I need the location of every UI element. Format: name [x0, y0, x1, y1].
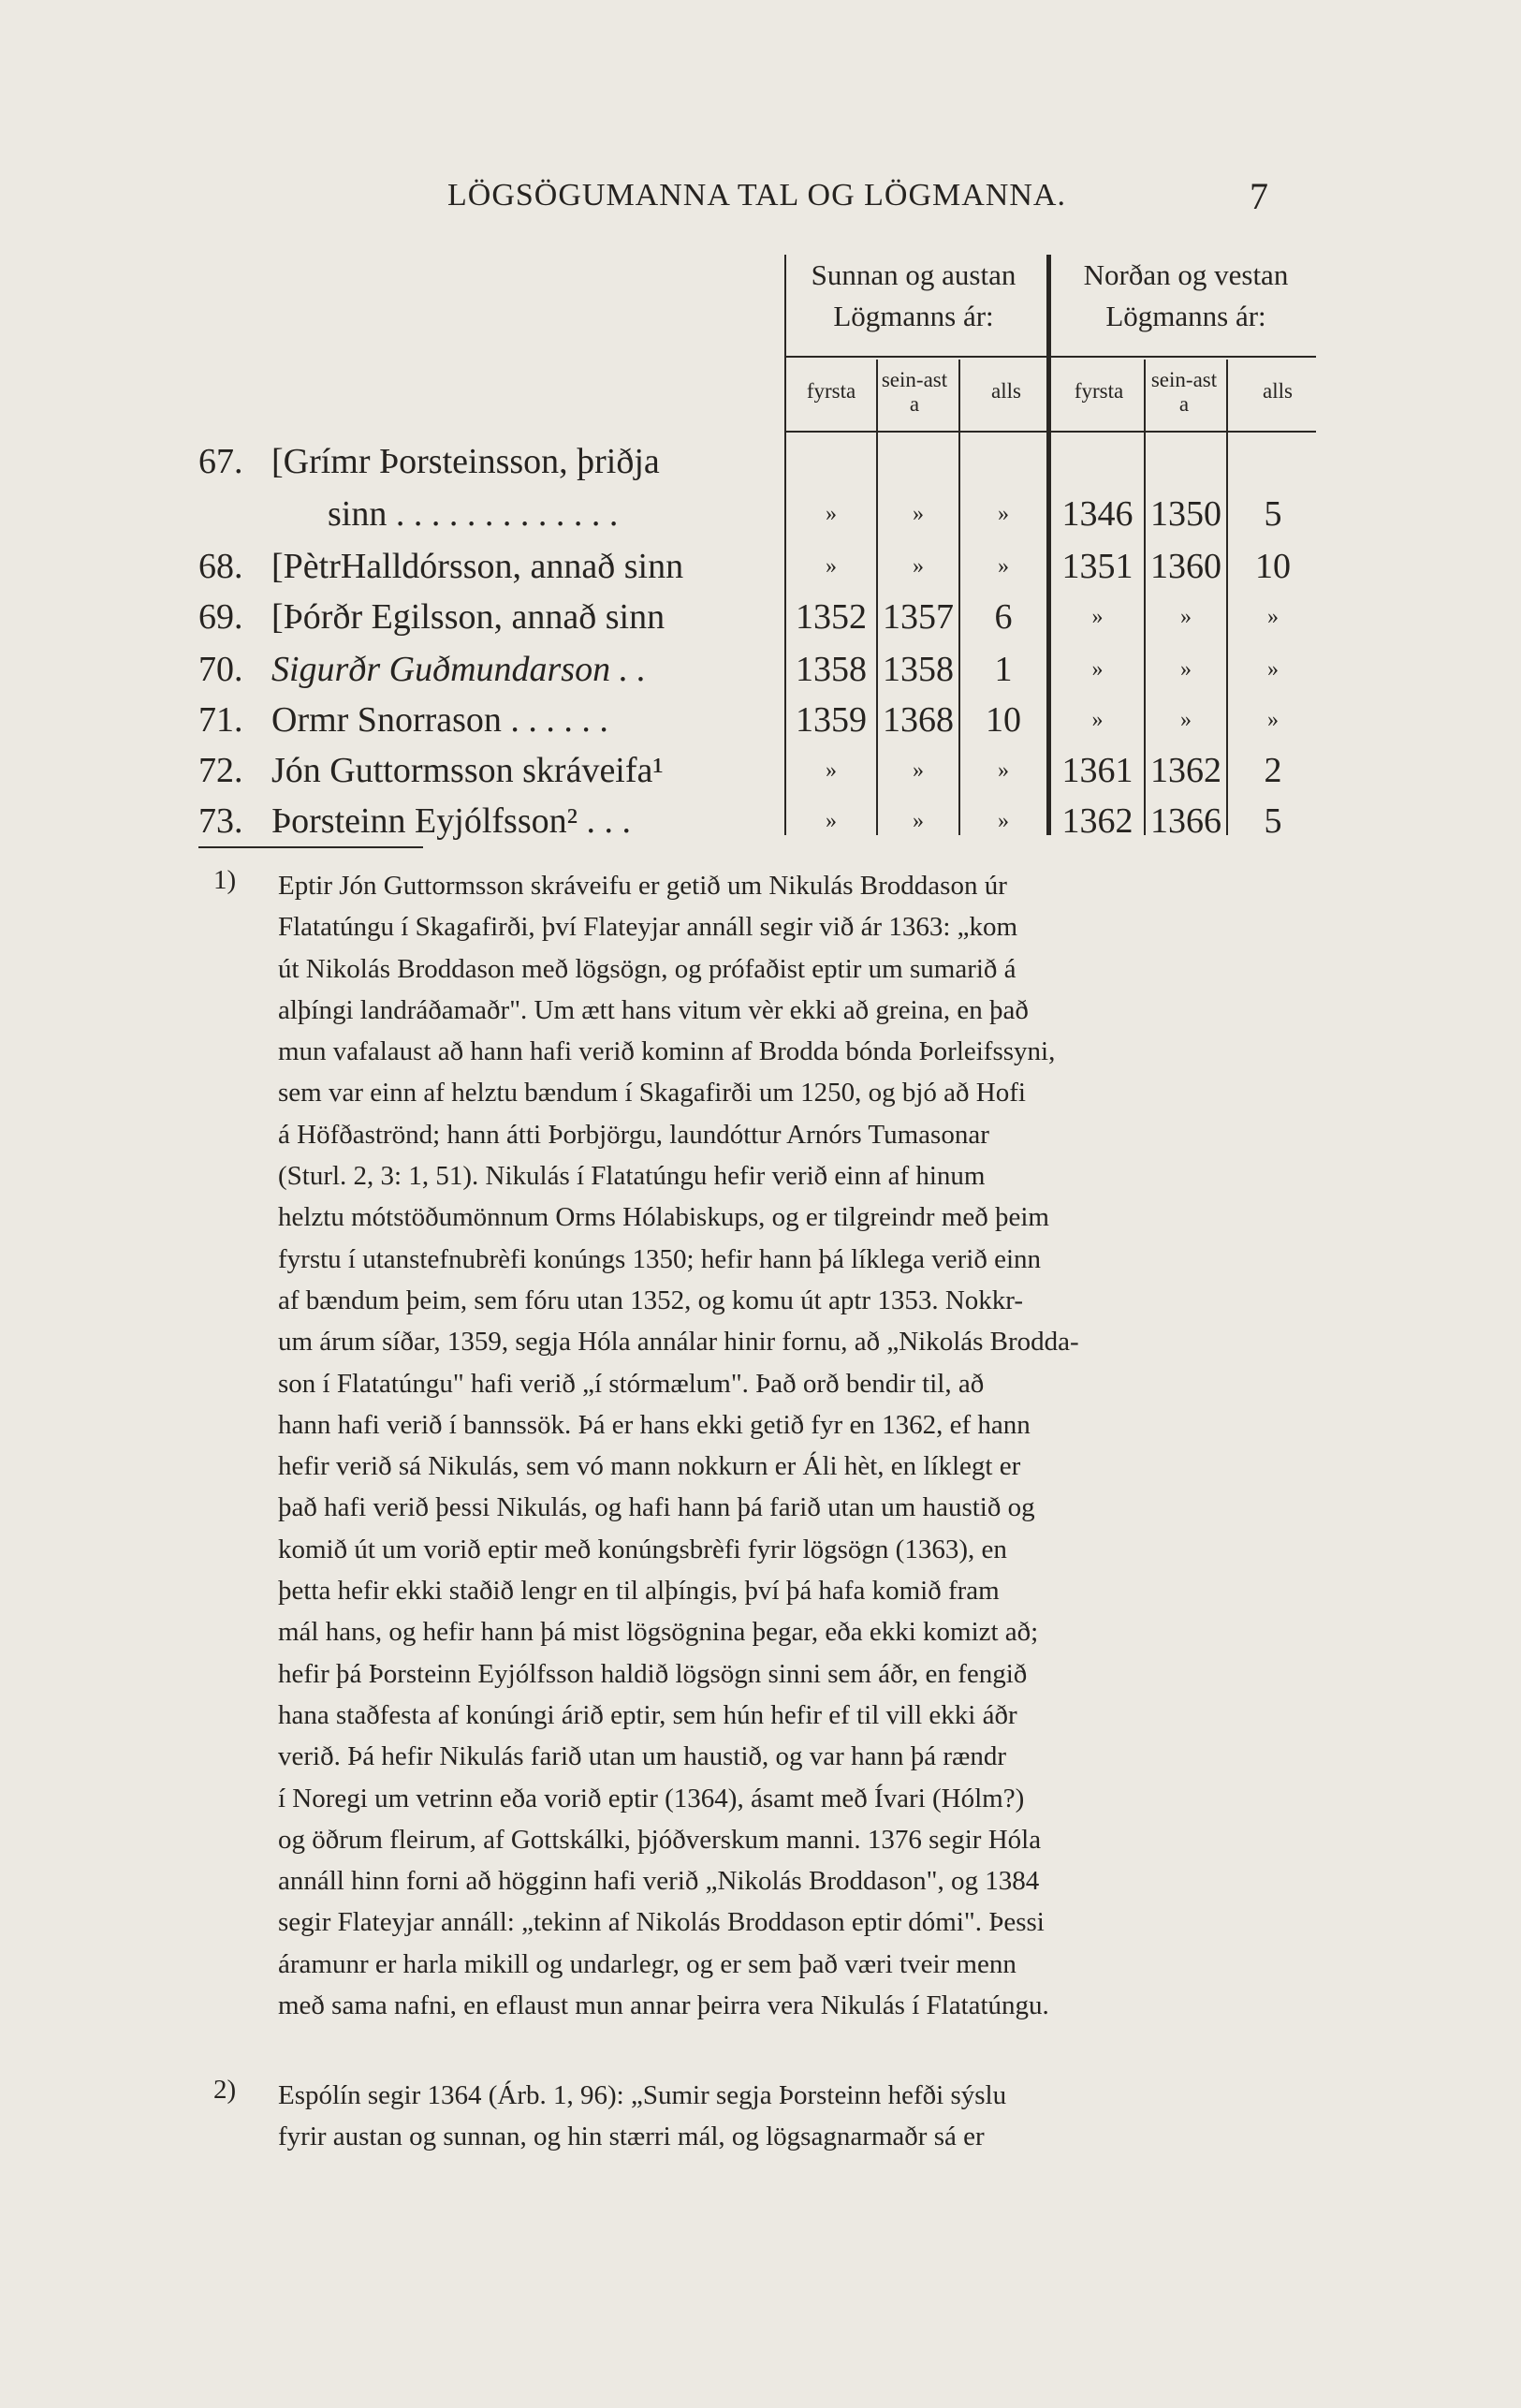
- table-cell: »: [913, 758, 924, 783]
- footnote-line: verið. Þá hefir Nikulás farið utan um haustið, og var hann þá rændr: [278, 1741, 1006, 1772]
- footnote-line: annáll hinn forni að högginn hafi verið „Nikolás Broddason", og 1384: [278, 1866, 1040, 1897]
- row-number: 73.: [198, 801, 243, 841]
- table-cell: »: [1267, 657, 1279, 682]
- table-cell: 1352: [796, 597, 867, 637]
- table-cell: »: [826, 554, 837, 579]
- table-cell: »: [1091, 605, 1104, 629]
- footnote-line: segir Flateyjar annáll: „tekinn af Nikolás Broddason eptir dómi". Þessi: [278, 1907, 1045, 1938]
- table-cell: »: [913, 809, 924, 833]
- group-header-north-west: Norðan og vestan Lögmanns ár:: [1083, 258, 1289, 332]
- table-cell: »: [826, 502, 837, 526]
- row-name: Þorsteinn Eyjólfsson² . . .: [271, 801, 632, 841]
- footnote-line: mál hans, og hefir hann þá mist lögsögnina þegar, eða ekki komizt að;: [278, 1617, 1039, 1648]
- table-cell: »: [913, 502, 924, 526]
- table-cell: »: [998, 809, 1009, 833]
- row-number: 72.: [198, 751, 243, 790]
- table-cell: 1351: [1061, 547, 1133, 586]
- table-cell: »: [826, 758, 837, 783]
- footnote-line: á Höfðaströnd; hann átti Þorbjörgu, laundóttur Arnórs Tumasonar: [278, 1119, 989, 1150]
- table-cell: 10: [1255, 547, 1291, 586]
- table-cell: »: [1091, 657, 1104, 682]
- row-name: Sigurðr Guðmundarson . .: [271, 650, 647, 689]
- table-cell: 5: [1264, 801, 1282, 841]
- footnote-2: [278, 2075, 1317, 2158]
- footnote-line: mun vafalaust að hann hafi verið kominn af Brodda bónda Þorleifssyni,: [278, 1036, 1056, 1067]
- footnote-line: (Sturl. 2, 3: 1, 51). Nikulás í Flatatúngu hefir verið einn af hinum: [278, 1161, 986, 1192]
- row-name: Ormr Snorrason . . . . . .: [271, 700, 608, 740]
- table-cell: »: [1180, 657, 1192, 682]
- table-cell: »: [1267, 708, 1279, 732]
- footnote-line: Eptir Jón Guttormsson skráveifu er getið um Nikulás Broddason úr: [278, 871, 1007, 901]
- table-cell: 1346: [1061, 494, 1133, 534]
- table-cell: 5: [1264, 494, 1282, 534]
- row-name: [Grímr Þorsteinsson, þriðja: [271, 442, 660, 481]
- table-cell: »: [998, 758, 1009, 783]
- running-head: LÖGSÖGUMANNA TAL OG LÖGMANNA.: [447, 178, 1066, 213]
- footnote-line: með sama nafni, en eflaust mun annar þeirra vera Nikulás í Flatatúngu.: [278, 1990, 1049, 2021]
- footnote-line: út Nikolás Broddason með lögsögn, og prófaðist eptir um sumarið á: [278, 953, 1016, 984]
- footnote-line: alþíngi landráðamaðr". Um ætt hans vitum vèr ekki að greina, en það: [278, 994, 1029, 1025]
- row-number: 68.: [198, 547, 243, 586]
- table-cell: 1358: [883, 650, 954, 689]
- footnote-line: son í Flatatúngu" hafi verið „í stórmælum". Það orð bendir til, að: [278, 1368, 985, 1399]
- table-cell: 1362: [1061, 801, 1133, 841]
- subheader-alls-2: alls: [1263, 379, 1293, 403]
- page-number: 7: [1250, 175, 1268, 217]
- footnote-line: Flatatúngu í Skagafirði, því Flateyjar annáll segir við ár 1363: „kom: [278, 912, 1018, 943]
- table-cell: »: [826, 809, 837, 833]
- table-cell: 1360: [1150, 547, 1221, 586]
- table-cell: 1361: [1061, 751, 1133, 790]
- table-cell: 1359: [796, 700, 867, 740]
- row-name: Jón Guttormsson skráveifa¹: [271, 751, 664, 790]
- table-cell: 2: [1264, 751, 1282, 790]
- row-number: 69.: [198, 597, 243, 637]
- table-cell: »: [1267, 605, 1279, 629]
- subheader-fyrsta: fyrsta: [806, 379, 856, 403]
- footnote-line: af bændum þeim, sem fóru utan 1352, og komu út aptr 1353. Nokkr-: [278, 1285, 1023, 1315]
- footnote-marker-2: 2): [213, 2075, 237, 2105]
- row-number: 70.: [198, 650, 243, 689]
- table-cell: 1362: [1150, 751, 1221, 790]
- footnote-line: fyrir austan og sunnan, og hin stærri mál, og lögsagnarmaðr sá er: [278, 2122, 985, 2152]
- table-cell: 1357: [883, 597, 954, 637]
- footnote-line: og öðrum fleirum, af Gottskálki, þjóðverskum manni. 1376 segir Hóla: [278, 1824, 1042, 1855]
- footnote-line: í Noregi um vetrinn eða vorið eptir (1364), ásamt með Ívari (Hólm?): [278, 1783, 1025, 1813]
- footnote-line: áramunr er harla mikill og undarlegr, og er sem það væri tveir menn: [278, 1948, 1016, 1979]
- row-name: [PètrHalldórsson, annað sinn: [271, 547, 684, 586]
- footnote-line: komið út um vorið eptir með konúngsbrèfi fyrir lögsögn (1363), en: [278, 1534, 1007, 1564]
- table-cell: 6: [994, 597, 1013, 637]
- row-name: [Þórðr Egilsson, annað sinn: [271, 597, 665, 637]
- table-cell: 1366: [1150, 801, 1221, 841]
- table-cell: »: [998, 502, 1009, 526]
- table-cell: 10: [986, 700, 1021, 740]
- footnote-1: [278, 865, 1317, 2026]
- footnote-line: Espólín segir 1364 (Árb. 1, 96): „Sumir segja Þorsteinn hefði sýslu: [278, 2080, 1007, 2110]
- footnote-line: helztu mótstöðumönnum Orms Hólabiskups, og er tilgreindr með þeim: [278, 1202, 1049, 1233]
- footnote-line: hefir verið sá Nikulás, sem vó mann nokkurn er Áli hèt, en líklegt er: [278, 1451, 1021, 1482]
- footnote-line: hana staðfesta af konúngi árið eptir, sem hún hefir ef til vill ekki áðr: [278, 1699, 1017, 1730]
- table-cell: 1: [994, 650, 1013, 689]
- row-name-continued: sinn . . . . . . . . . . . . .: [328, 494, 619, 534]
- row-number: 71.: [198, 700, 243, 740]
- table-cell: »: [913, 554, 924, 579]
- table-cell: »: [998, 554, 1009, 579]
- footnote-separator: [198, 846, 423, 848]
- table-cell: »: [1091, 708, 1104, 732]
- table-cell: »: [1180, 605, 1192, 629]
- footnote-line: sem var einn af helztu bændum í Skagafirði um 1250, og bjó að Hofi: [278, 1078, 1026, 1109]
- footnote-marker-1: 1): [213, 865, 237, 895]
- footnote-line: um árum síðar, 1359, segja Hóla annálar hinir fornu, að „Nikolás Brodda-: [278, 1327, 1079, 1358]
- footnote-line: fyrstu í utanstefnubrèfi konúngs 1350; hefir hann þá líklega verið einn: [278, 1243, 1042, 1274]
- subheader-seinasta-2: sein-asta: [1150, 368, 1218, 416]
- row-number: 67.: [198, 442, 243, 481]
- group-header-south-east: Sunnan og austan Lögmanns ár:: [811, 258, 1016, 332]
- footnote-line: þetta hefir ekki staðið lengr en til alþíngis, því þá hafa komið fram: [278, 1576, 1000, 1607]
- table-cell: »: [1180, 708, 1192, 732]
- footnote-line: það hafi verið þessi Nikulás, og hafi hann þá farið utan um haustið og: [278, 1492, 1035, 1523]
- subheader-alls: alls: [991, 379, 1021, 403]
- footnote-line: hefir þá Þorsteinn Eyjólfsson haldið lögsögn sinni sem áðr, en fengið: [278, 1658, 1028, 1689]
- subheader-seinasta: sein-asta: [881, 368, 948, 416]
- subheader-fyrsta-2: fyrsta: [1074, 379, 1124, 403]
- footnote-line: hann hafi verið í bannssök. Þá er hans ekki getið fyr en 1362, ef hann: [278, 1409, 1031, 1440]
- table-cell: 1358: [796, 650, 867, 689]
- table-cell: 1350: [1150, 494, 1221, 534]
- table-cell: 1368: [883, 700, 954, 740]
